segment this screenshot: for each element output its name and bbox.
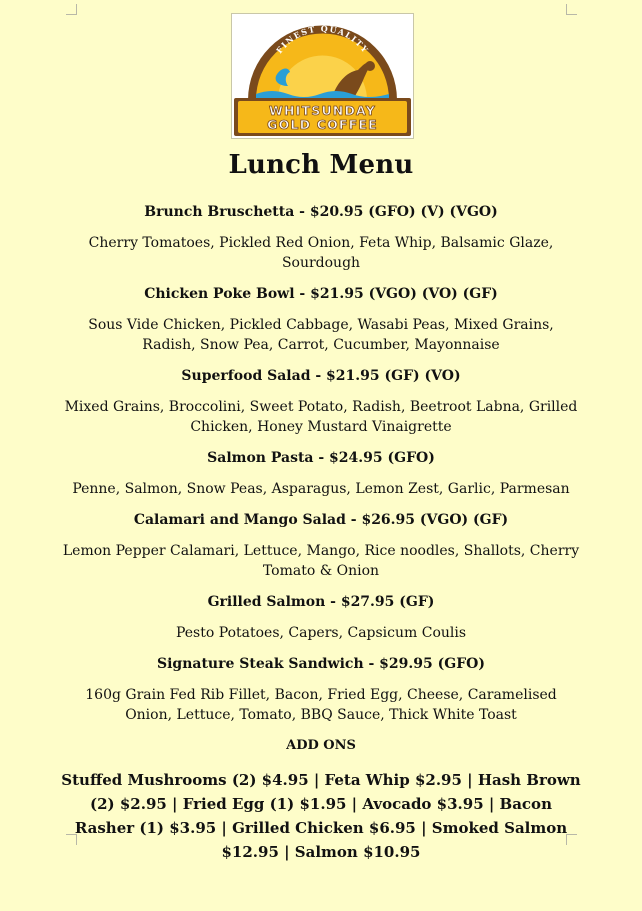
menu-item	[60, 366, 582, 437]
menu-item-title: Brunch Bruschetta - $20.95 (GFO) (V) (VGO)	[144, 204, 498, 220]
menu-item-title: Grilled Salmon - $27.95 (GF)	[207, 594, 435, 610]
menu-item-description: 160g Grain Fed Rib Fillet, Bacon, Fried Egg, Cheese, Caramelised Onion, Lettuce, Tomato, BBQ Sauce, Thick White Toast	[85, 687, 557, 723]
menu-item	[60, 284, 582, 355]
menu-list	[60, 202, 582, 864]
addons-heading: ADD ONS	[286, 738, 356, 753]
page-title: Lunch Menu	[228, 150, 414, 180]
menu-item-description: Mixed Grains, Broccolini, Sweet Potato, Radish, Beetroot Labna, Grilled Chicken, Honey Mustard Vinaigrette	[64, 399, 578, 435]
logo-line2: GOLD COFFEE	[267, 117, 378, 132]
menu-item-title: Superfood Salad - $21.95 (GF) (VO)	[181, 368, 461, 384]
corner-mark-top-right	[566, 4, 577, 15]
menu-item-title: Signature Steak Sandwich - $29.95 (GFO)	[157, 656, 485, 672]
logo-arc-text: FINEST QUALITY	[273, 23, 372, 56]
menu-item-description: Cherry Tomatoes, Pickled Red Onion, Feta Whip, Balsamic Glaze, Sourdough	[88, 235, 554, 271]
menu-item-description: Lemon Pepper Calamari, Lettuce, Mango, Rice noodles, Shallots, Cherry Tomato & Onion	[62, 543, 580, 579]
menu-item	[60, 654, 582, 725]
menu-item-description: Sous Vide Chicken, Pickled Cabbage, Wasabi Peas, Mixed Grains, Radish, Snow Pea, Carrot, Cucumber, Mayonnaise	[88, 317, 554, 353]
menu-item	[60, 448, 582, 499]
menu-item-title: Chicken Poke Bowl - $21.95 (VGO) (VO) (GF)	[144, 286, 498, 302]
menu-item	[60, 510, 582, 581]
menu-item	[60, 202, 582, 273]
addons-list: Stuffed Mushrooms (2) $4.95 | Feta Whip $2.95 | Hash Brown (2) $2.95 | Fried Egg (1) $1.95 | Avocado $3.95 | Bacon Rasher (1) $3.95 | Grilled Chicken $6.95 | Smoked Salmon $12.95 | Salmon $10.95	[61, 771, 581, 861]
logo-line1: WHITSUNDAY	[269, 103, 376, 118]
brand-logo	[231, 13, 414, 139]
menu-item	[60, 592, 582, 643]
corner-mark-top-left	[66, 4, 77, 15]
menu-item-description: Pesto Potatoes, Capers, Capsicum Coulis	[175, 625, 467, 641]
menu-item-description: Penne, Salmon, Snow Peas, Asparagus, Lemon Zest, Garlic, Parmesan	[72, 481, 570, 497]
menu-item-title: Salmon Pasta - $24.95 (GFO)	[207, 450, 435, 466]
menu-item-title: Calamari and Mango Salad - $26.95 (VGO) (GF)	[133, 512, 509, 528]
